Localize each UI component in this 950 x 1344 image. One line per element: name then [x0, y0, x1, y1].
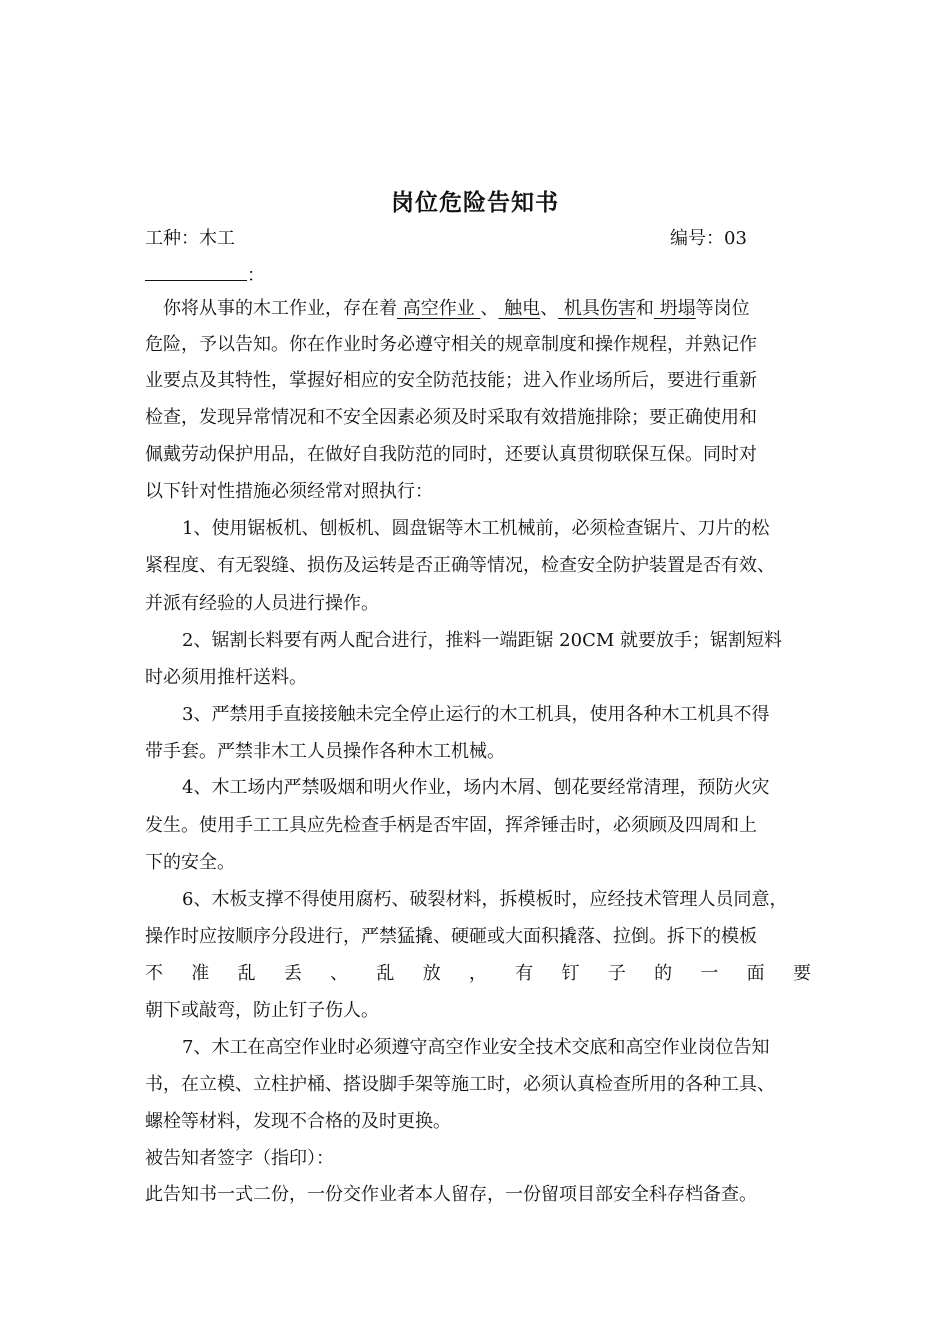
item-3-line: 带手套。严禁非木工人员操作各种木工机械。 [145, 741, 505, 762]
item-7-line: 7、木工在高空作业时必须遵守高空作业安全技术交底和高空作业岗位告知 [182, 1037, 770, 1058]
intro-prefix: 你将从事的木工作业，存在着 [163, 298, 397, 319]
justified-char: 丢 [283, 963, 302, 984]
item-1-line: 紧程度、有无裂缝、损伤及运转是否正确等情况，检查安全防护装置是否有效、 [145, 555, 775, 576]
item-6-line: 6、木板支撑不得使用腐朽、破裂材料，拆模板时，应经技术管理人员同意， [182, 889, 788, 910]
item-6-line: 操作时应按顺序分段进行，严禁猛撬、硬砸或大面积撬落、拉倒。拆下的模板 [145, 926, 757, 947]
serial-number: 编号：03 [670, 228, 747, 249]
item-1-line: 并派有经验的人员进行操作。 [145, 593, 379, 614]
item-7-line: 螺栓等材料，发现不合格的及时更换。 [145, 1111, 451, 1132]
justified-char: 放 [422, 963, 441, 984]
item-6-line: 朝下或敲弯，防止钉子伤人。 [145, 1000, 379, 1021]
recipient-line [145, 258, 825, 291]
justified-char: 钉 [561, 963, 580, 984]
justified-char: ， [468, 963, 487, 984]
intro-line: 危险，予以告知。你在作业时务必遵守相关的规章制度和操作规程，并熟记作 [145, 334, 757, 355]
item-3-line: 3、严禁用手直接接触未完全停止运行的木工机具，使用各种木工机具不得 [182, 704, 770, 725]
justified-char: 乱 [237, 963, 256, 984]
recipient-blank [145, 258, 247, 281]
hazard-electric-shock: 触电 [498, 298, 541, 319]
intro-line: 检查，发现异常情况和不安全因素必须及时采取有效措施排除；要正确使用和 [145, 407, 757, 428]
item-7-line: 书，在立模、立柱护桶、搭设脚手架等施工时，必须认真检查所用的各种工具、 [145, 1074, 775, 1095]
hazard-separator: 和 [635, 298, 654, 319]
item-4-line: 发生。使用手工工具应先检查手柄是否牢固，挥斧锤击时，必须顾及四周和上 [145, 815, 757, 836]
intro-line: 业要点及其特性，掌握好相应的安全防范技能；进入作业场所后，要进行重新 [145, 370, 757, 391]
justified-char: 要 [792, 963, 811, 984]
item-1-line: 1、使用锯板机、刨板机、圆盘锯等木工机械前，必须检查锯片、刀片的松 [182, 518, 770, 539]
hazard-machinery-injury: 机具伤害 [558, 298, 636, 319]
justified-char: 不 [145, 963, 163, 984]
footer-note: 此告知书一式二份，一份交作业者本人留存，一份留项目部安全科存档备查。 [145, 1184, 757, 1205]
justified-char: 一 [700, 963, 719, 984]
signature-label: 被告知者签字（指印）： [145, 1148, 334, 1169]
recipient-colon: ： [247, 265, 265, 286]
justified-char: 有 [515, 963, 534, 984]
hazard-separator: 、 [540, 298, 559, 319]
justified-char: 乱 [376, 963, 395, 984]
item-6-justified-line [145, 959, 811, 989]
justified-char: 的 [654, 963, 673, 984]
justified-char: 面 [746, 963, 765, 984]
intro-line: 以下针对性措施必须经常对照执行： [145, 481, 433, 502]
justified-char: 、 [330, 963, 349, 984]
justified-char: 子 [607, 963, 626, 984]
intro-line: 佩戴劳动保护用品，在做好自我防范的同时，还要认真贯彻联保互保。同时对 [145, 444, 757, 465]
item-4-line: 4、木工场内严禁吸烟和明火作业，场内木屑、刨花要经常清理，预防火灾 [182, 777, 770, 798]
item-2-line: 时必须用推杆送料。 [145, 667, 307, 688]
intro-first-line [163, 294, 843, 324]
hazard-work-at-height: 高空作业 [397, 298, 481, 319]
item-2-line: 2、锯割长料要有两人配合进行，推料一端距锯 20CM 就要放手；锯割短料 [182, 630, 782, 651]
intro-suffix: 等岗位 [695, 298, 750, 319]
hazard-separator: 、 [480, 298, 499, 319]
document-title: 岗位危险告知书 [391, 189, 559, 216]
hazard-collapse: 坍塌 [653, 298, 696, 319]
job-type: 工种：木工 [145, 228, 235, 249]
item-4-line: 下的安全。 [145, 852, 235, 873]
justified-char: 准 [191, 963, 210, 984]
